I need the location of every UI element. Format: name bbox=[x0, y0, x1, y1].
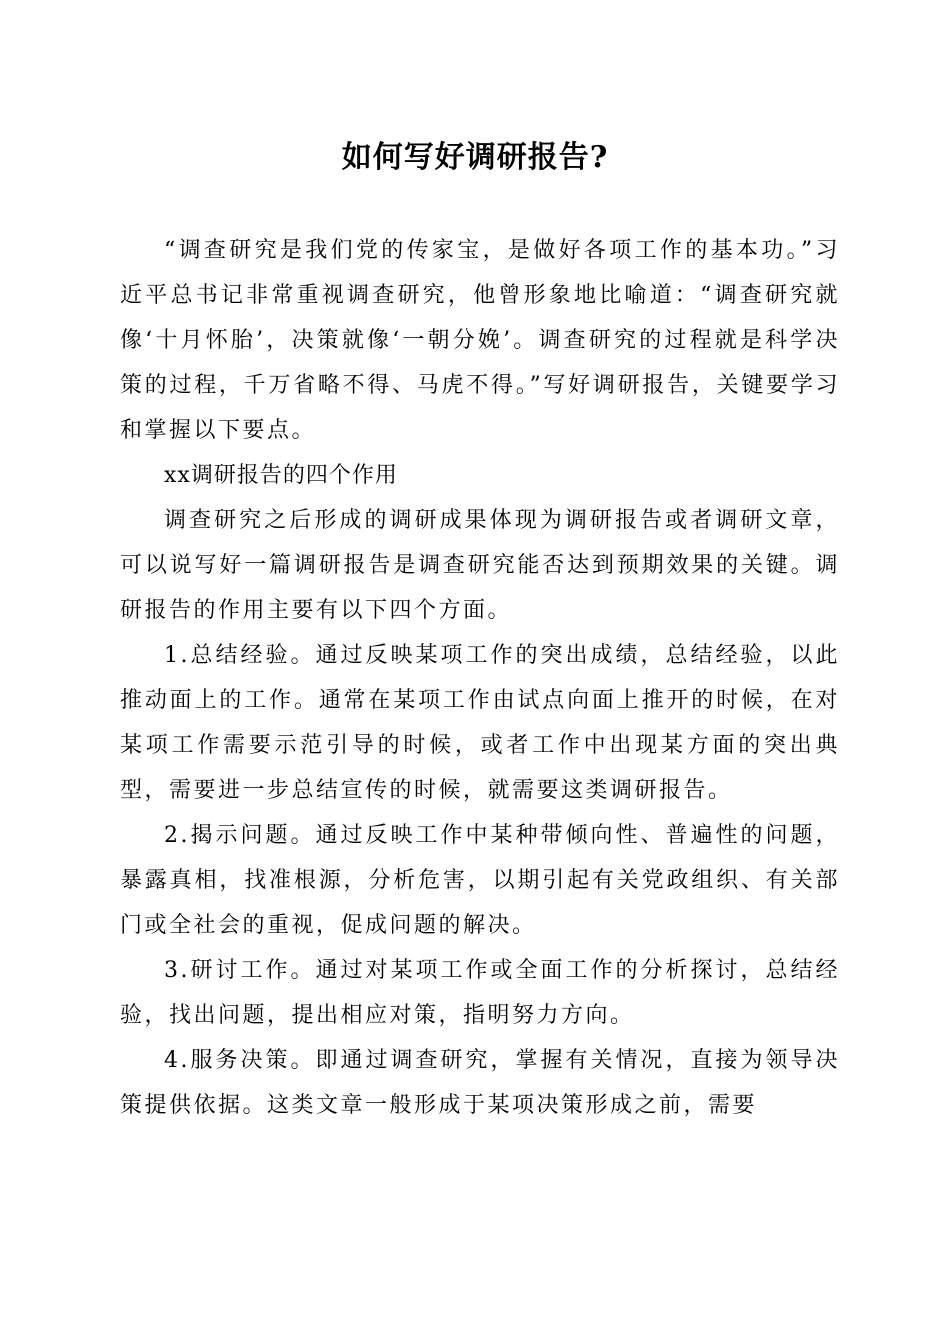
document-body bbox=[120, 228, 840, 1128]
section-heading: xx调研报告的四个作用 bbox=[164, 463, 398, 488]
point-1-paragraph: 1.总结经验。通过反映某项工作的突出成绩，总结经验，以此推动面上的工作。通常在某项工作由试点向面上推开的时候，在对某项工作需要示范引导的时候，或者工作中出现某方面的突出典型，需要进一步总结宣传的时候，就需要这类调研报告。 bbox=[120, 643, 840, 803]
section-intro-paragraph: 调查研究之后形成的调研成果体现为调研报告或者调研文章，可以说写好一篇调研报告是调查研究能否达到预期效果的关键。调研报告的作用主要有以下四个方面。 bbox=[120, 508, 840, 623]
point-3-paragraph: 3.研讨工作。通过对某项工作或全面工作的分析探讨，总结经验，找出问题，提出相应对策，指明努力方向。 bbox=[120, 958, 840, 1028]
document-title: 如何写好调研报告? bbox=[341, 140, 609, 175]
intro-paragraph: “调查研究是我们党的传家宝，是做好各项工作的基本功。”习近平总书记非常重视调查研究，他曾形象地比喻道：“调查研究就像‘十月怀胎’，决策就像‘一朝分娩’。调查研究的过程就是科学决策的过程，千万省略不得、马虎不得。”写好调研报告，关键要学习和掌握以下要点。 bbox=[120, 238, 840, 443]
point-2-paragraph: 2.揭示问题。通过反映工作中某种带倾向性、普遍性的问题，暴露真相，找准根源，分析危害，以期引起有关党政组织、有关部门或全社会的重视，促成问题的解决。 bbox=[120, 823, 840, 938]
point-4-paragraph: 4.服务决策。即通过调查研究，掌握有关情况，直接为领导决策提供依据。这类文章一般形成于某项决策形成之前，需要 bbox=[120, 1048, 840, 1118]
